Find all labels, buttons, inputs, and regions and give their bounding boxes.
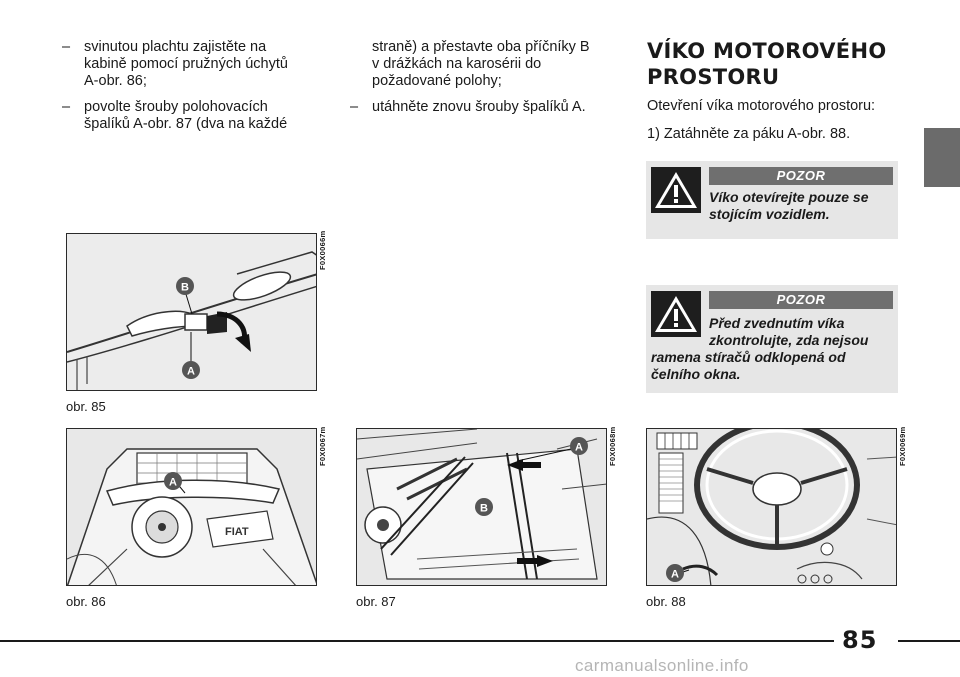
warning-icon (651, 167, 701, 213)
figure-code: F0X0068m (608, 426, 617, 466)
middle-column (348, 39, 618, 125)
warning-label: POZOR (709, 167, 893, 185)
section-heading (647, 38, 907, 90)
figure-caption: obr. 88 (646, 594, 686, 609)
list-item-line: utáhněte znovu šrouby špalíků A. (372, 99, 586, 115)
callout-label: A (187, 365, 195, 378)
step-text: 1) Zatáhněte za páku A-obr. 88. (647, 126, 851, 142)
figure-caption: obr. 87 (356, 594, 396, 609)
callout-label: B (181, 281, 189, 294)
figure-88 (646, 428, 897, 586)
warning-line: ramena stíračů odklopená od (651, 349, 846, 365)
figure-85 (66, 233, 317, 391)
intro-text: Otevření víka motorového prostoru: (647, 98, 876, 114)
warning-box (646, 161, 898, 239)
warning-icon (651, 291, 701, 337)
warning-line: stojícím vozidlem. (709, 206, 830, 222)
callout-label: A (671, 568, 679, 581)
section-tab (924, 128, 960, 187)
list-item (60, 39, 320, 90)
figure-code: F0X0066m (318, 230, 327, 270)
warning-box (646, 285, 898, 393)
warning-line: zkontrolujte, zda nejsou (709, 332, 869, 348)
figure-caption: obr. 85 (66, 399, 106, 414)
figure-88-illustration (647, 429, 897, 586)
paragraph-line: straně) a přestavte oba příčníky B (372, 39, 590, 55)
page-number: 85 (842, 626, 878, 654)
figure-86-illustration (67, 429, 317, 586)
warning-line: Před zvednutím víka (709, 315, 845, 331)
warning-text (651, 349, 846, 383)
figure-87-illustration (357, 429, 607, 586)
figure-87 (356, 428, 607, 586)
list-dash: – (350, 99, 359, 115)
figure-code: F0X0069m (898, 426, 907, 466)
figure-85-illustration (67, 234, 317, 391)
watermark: carmanualsonline.info (575, 656, 749, 675)
callout-label: B (480, 502, 488, 515)
list-item (348, 99, 618, 116)
list-dash: – (62, 99, 71, 115)
warning-text (709, 315, 868, 349)
warning-label: POZOR (709, 291, 893, 309)
figure-86 (66, 428, 317, 586)
list-dash: – (62, 39, 71, 55)
heading-line: PROSTORU (647, 65, 780, 89)
warning-line: čelního okna. (651, 366, 741, 382)
list-item-line: povolte šrouby polohovacích (84, 99, 268, 115)
list-item (60, 99, 320, 133)
list-item-line: A-obr. 86; (84, 73, 147, 89)
paragraph-line: požadované polohy; (372, 73, 502, 89)
heading-line: VÍKO MOTOROVÉHO (647, 39, 887, 63)
warning-text (709, 189, 869, 223)
callout-label: A (575, 441, 583, 454)
callout-label: A (169, 476, 177, 489)
continuation-paragraph (348, 39, 618, 90)
footer-rule (0, 640, 960, 642)
list-item-line: svinutou plachtu zajistěte na (84, 39, 267, 55)
figure-code: F0X0067m (318, 426, 327, 466)
figure-caption: obr. 86 (66, 594, 106, 609)
list-item-line: špalíků A-obr. 87 (dva na každé (84, 116, 288, 132)
left-column (60, 39, 320, 142)
fiat-badge-text: FIAT (225, 526, 249, 538)
list-item-line: kabině pomocí pružných úchytů (84, 56, 288, 72)
warning-line: Víko otevírejte pouze se (709, 189, 869, 205)
paragraph-line: v drážkách na karosérii do (372, 56, 542, 72)
